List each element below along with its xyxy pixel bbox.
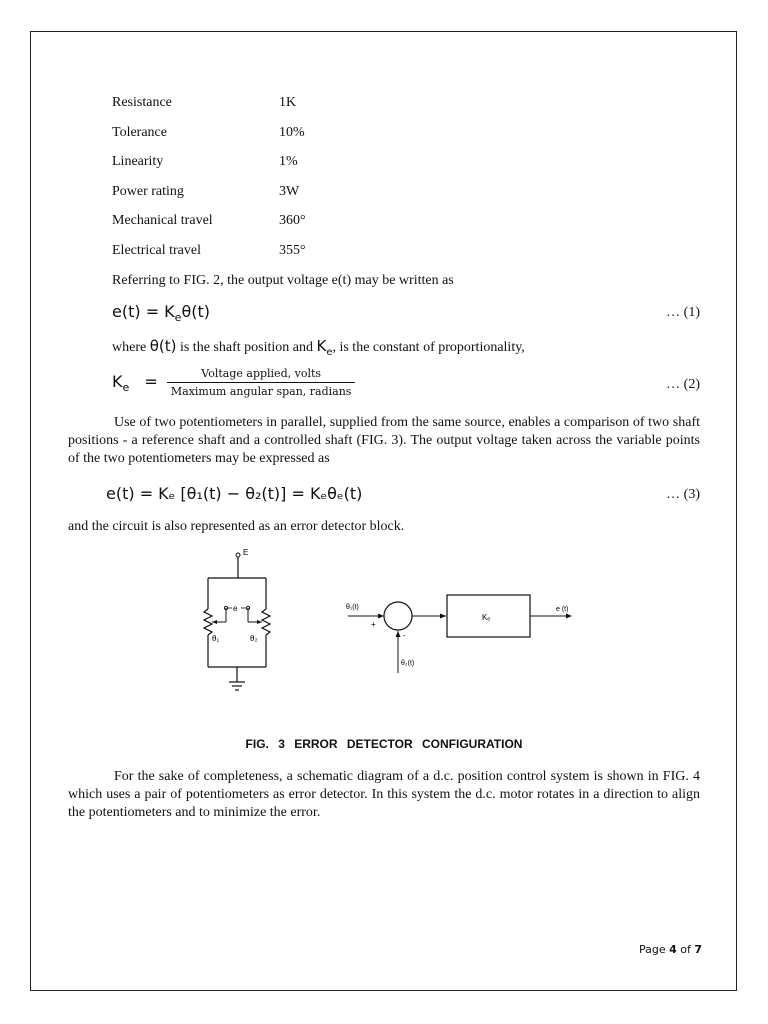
where-theta: θ(t) bbox=[149, 337, 177, 355]
supply-label: E bbox=[243, 548, 249, 557]
input2-label: θ₂(t) bbox=[401, 660, 415, 667]
figure-caption: FIG. 3 ERROR DETECTOR CONFIGURATION bbox=[245, 737, 523, 751]
error-detector-figure bbox=[190, 545, 590, 705]
right-wiper-arrow bbox=[257, 620, 262, 624]
paragraph-1: Use of two potentiometers in parallel, supplied from the same source, enables a comparison of two shaft positions - a reference shaft and a controlled shaft (FIG. 3). The output voltage taken across the variable points of the two potentiometers may be expressed as bbox=[68, 415, 700, 466]
paragraph-2: For the sake of completeness, a schematic diagram of a d.c. position control system is shown in FIG. 4 which uses a pair of potentiometers as error detector. In this system the d.c. motor rotates in a direction to align the potentiometers and to minimize the error. bbox=[68, 769, 700, 820]
eq1-formula: e(t) = K bbox=[112, 302, 175, 321]
theta2-label: θ₂ bbox=[250, 634, 258, 643]
minus-sign: - bbox=[403, 631, 406, 640]
page-border bbox=[30, 31, 737, 991]
plus-sign: + bbox=[371, 620, 376, 629]
gain-label: Kₑ bbox=[482, 613, 491, 622]
output-arrow bbox=[566, 614, 572, 619]
equation-3: e(t) = Kₑ [θ₁(t) − θ₂(t)] = Kₑθₑ(t) bbox=[106, 484, 363, 503]
eq2-denominator: Maximum angular span, radians bbox=[170, 385, 352, 398]
spec-label: Electrical travel bbox=[112, 243, 201, 258]
left-wiper-arrow bbox=[212, 620, 217, 624]
spec-label: Resistance bbox=[112, 95, 172, 110]
where-post: , is the constant of proportionality, bbox=[332, 340, 525, 355]
after-eq3-text: and the circuit is also represented as an error detector block. bbox=[68, 519, 405, 534]
output-label: e (t) bbox=[556, 606, 569, 613]
eq2-lhs-sub: e bbox=[122, 381, 130, 395]
eq2-numerator: Voltage applied, volts bbox=[167, 367, 356, 383]
eq2-number: … (2) bbox=[666, 377, 700, 392]
spec-label: Power rating bbox=[112, 184, 184, 199]
spec-value: 1K bbox=[279, 95, 297, 110]
intro-text: Referring to FIG. 2, the output voltage e(t) may be written as bbox=[112, 273, 454, 288]
supply-terminal bbox=[236, 553, 240, 557]
page-prefix: Page bbox=[639, 943, 670, 956]
input2-arrow bbox=[396, 631, 401, 637]
eq1-number: … (1) bbox=[666, 305, 700, 320]
where-k-sub: e bbox=[326, 346, 333, 358]
spec-value: 355° bbox=[279, 243, 306, 258]
spec-value: 360° bbox=[279, 213, 306, 228]
spec-label: Mechanical travel bbox=[112, 213, 213, 228]
where-pre: where bbox=[112, 340, 150, 355]
right-potentiometer bbox=[262, 609, 270, 635]
eq3-number: … (3) bbox=[666, 487, 700, 502]
spec-label: Linearity bbox=[112, 154, 164, 169]
page-total: 7 bbox=[694, 943, 703, 956]
e-label: e bbox=[233, 604, 238, 613]
spec-value: 3W bbox=[279, 184, 300, 199]
summing-junction bbox=[384, 602, 412, 630]
input1-arrow bbox=[378, 614, 384, 619]
page-number bbox=[639, 943, 702, 956]
equation-1 bbox=[112, 302, 210, 324]
eq2-equals: = bbox=[144, 372, 158, 391]
eq2-fraction bbox=[167, 367, 356, 398]
where-mid: is the shaft position and bbox=[176, 340, 317, 355]
eq1-tail: θ(t) bbox=[181, 302, 210, 321]
theta1-label: θ₁ bbox=[212, 634, 220, 643]
equation-2 bbox=[112, 367, 355, 398]
eq1-sub: e bbox=[174, 311, 182, 325]
where-k: K bbox=[316, 337, 327, 355]
where-line bbox=[112, 337, 525, 362]
spec-label: Tolerance bbox=[112, 125, 167, 140]
error-arrow bbox=[440, 614, 446, 619]
eq2-lhs: K bbox=[112, 372, 123, 391]
spec-value: 1% bbox=[279, 154, 298, 169]
input1-label: θ₁(t) bbox=[346, 604, 359, 611]
page-mid: of bbox=[676, 943, 695, 956]
left-potentiometer bbox=[204, 609, 212, 635]
spec-value: 10% bbox=[279, 125, 305, 140]
page-current: 4 bbox=[669, 943, 677, 956]
